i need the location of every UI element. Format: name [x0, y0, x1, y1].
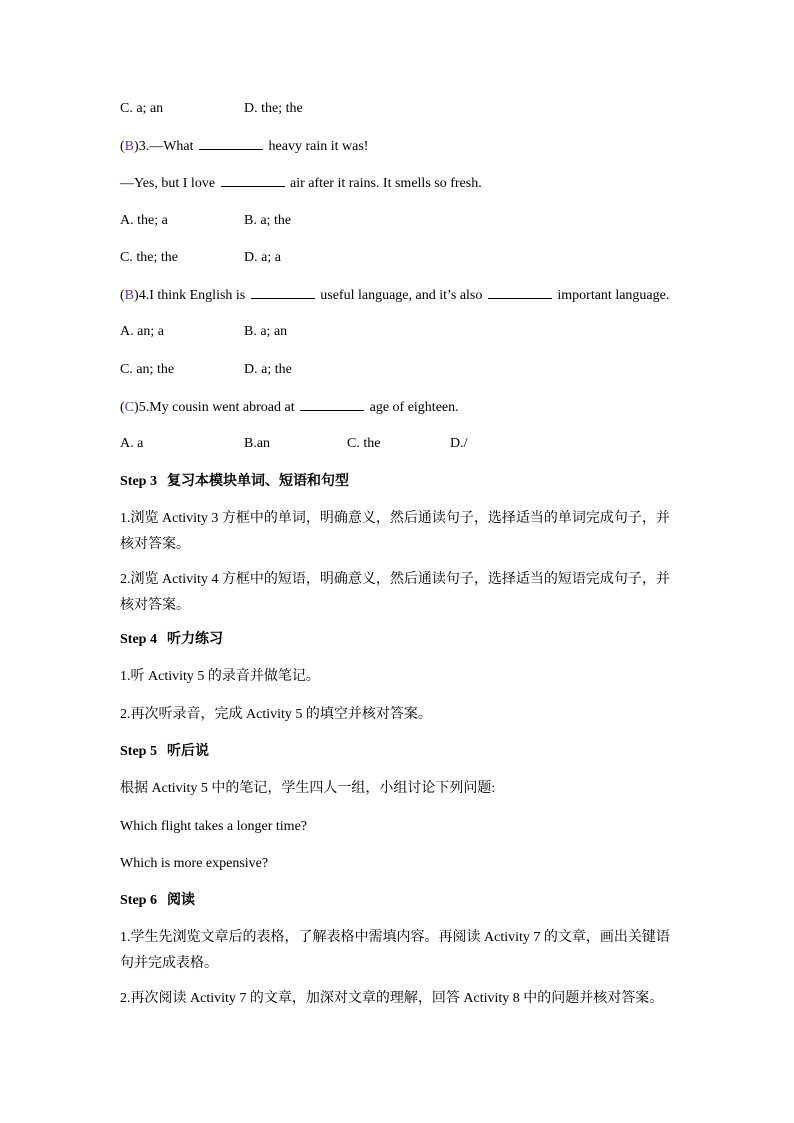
q4-blank-2: [488, 286, 552, 299]
step5-question-1: Which flight takes a longer time?: [120, 819, 307, 834]
step3-item-2: 2.浏览 Activity 4 方框中的短语，明确意义，然后通读句子，选择适当的短语完成句子，并核对答案。: [120, 572, 670, 613]
q2-option-c: C. a; an: [120, 101, 164, 116]
q3-option-c: C. the; the: [120, 250, 178, 265]
q4-blank-1: [251, 286, 315, 299]
q3-blank-1: [199, 137, 263, 150]
q3-blank-2: [221, 174, 285, 187]
q3-number: 3.: [138, 139, 150, 154]
q4-option-a: A. an; a: [120, 324, 164, 339]
q5-number: 5.: [138, 400, 150, 415]
q5-blank: [300, 398, 364, 411]
q4-answer: B: [124, 288, 135, 303]
q3-option-d: D. a; a: [244, 250, 281, 265]
step6-heading: [120, 892, 195, 910]
q4-option-b: B. a; an: [244, 324, 288, 339]
step6-label: Step 6: [120, 893, 157, 908]
q4-stem-part1: I think English is: [149, 288, 246, 303]
q5-stem-after: age of eighteen.: [369, 400, 459, 415]
q2-option-d: D. the; the: [244, 101, 303, 116]
q3-option-a: A. the; a: [120, 213, 168, 228]
step3-item-1: 1.浏览 Activity 3 方框中的单词，明确意义，然后通读句子，选择适当的单词完成句子，并核对答案。: [120, 511, 670, 552]
step6-item-2: 2.再次阅读 Activity 7 的文章，加深对文章的理解，回答 Activity 8 中的问题并核对答案。: [120, 991, 664, 1006]
step4-item-2: 2.再次听录音，完成 Activity 5 的填空并核对答案。: [120, 707, 432, 722]
q5-option-d: D./: [450, 436, 468, 451]
step3-heading: [120, 473, 349, 491]
q5-answer: C: [124, 400, 135, 415]
q4-option-c: C. an; the: [120, 362, 175, 377]
step4-item-1: 1.听 Activity 5 的录音并做笔记。: [120, 669, 320, 684]
step3-title: 复习本模块单词、短语和句型: [166, 474, 349, 489]
q3-reply: [120, 174, 482, 193]
step5-title: 听后说: [166, 744, 209, 759]
q4-stem: (B)4.I think English is useful language, and it’s also important language.: [120, 288, 670, 303]
step4-title: 听力练习: [166, 632, 223, 647]
q5-option-a: A. a: [120, 436, 144, 451]
step6-item-1: 1.学生先浏览文章后的表格，了解表格中需填内容。再阅读 Activity 7 的文章，画出关键语句并完成表格。: [120, 930, 670, 971]
q4-number: 4.: [138, 288, 150, 303]
q5-option-c: C. the: [347, 436, 381, 451]
step4-label: Step 4: [120, 632, 157, 647]
q4-option-d: D. a; the: [244, 362, 292, 377]
step3-label: Step 3: [120, 474, 157, 489]
step5-label: Step 5: [120, 744, 157, 759]
q5-stem-before: My cousin went abroad at: [149, 400, 295, 415]
step6-title: 阅读: [166, 893, 195, 908]
step5-heading: [120, 743, 209, 761]
q3-stem-before: —What: [149, 139, 194, 154]
q3-stem: (B)3.—What heavy rain it was!: [120, 139, 369, 154]
q3-reply-after: air after it rains. It smells so fresh.: [290, 176, 482, 191]
q5-stem: (C)5.My cousin went abroad at age of eighteen.: [120, 400, 459, 415]
step5-intro: 根据 Activity 5 中的笔记，学生四人一组，小组讨论下列问题:: [120, 781, 496, 796]
q4-stem-part3: important language.: [557, 288, 670, 303]
q3-stem-after: heavy rain it was!: [268, 139, 369, 154]
step5-question-2: Which is more expensive?: [120, 856, 269, 871]
q3-reply-before: —Yes, but I love: [120, 176, 216, 191]
q3-answer: B: [124, 139, 135, 154]
q4-stem-part2: useful language, and it’s also: [320, 288, 483, 303]
q3-option-b: B. a; the: [244, 213, 292, 228]
q5-option-b: B.an: [244, 436, 271, 451]
step4-heading: [120, 631, 223, 649]
